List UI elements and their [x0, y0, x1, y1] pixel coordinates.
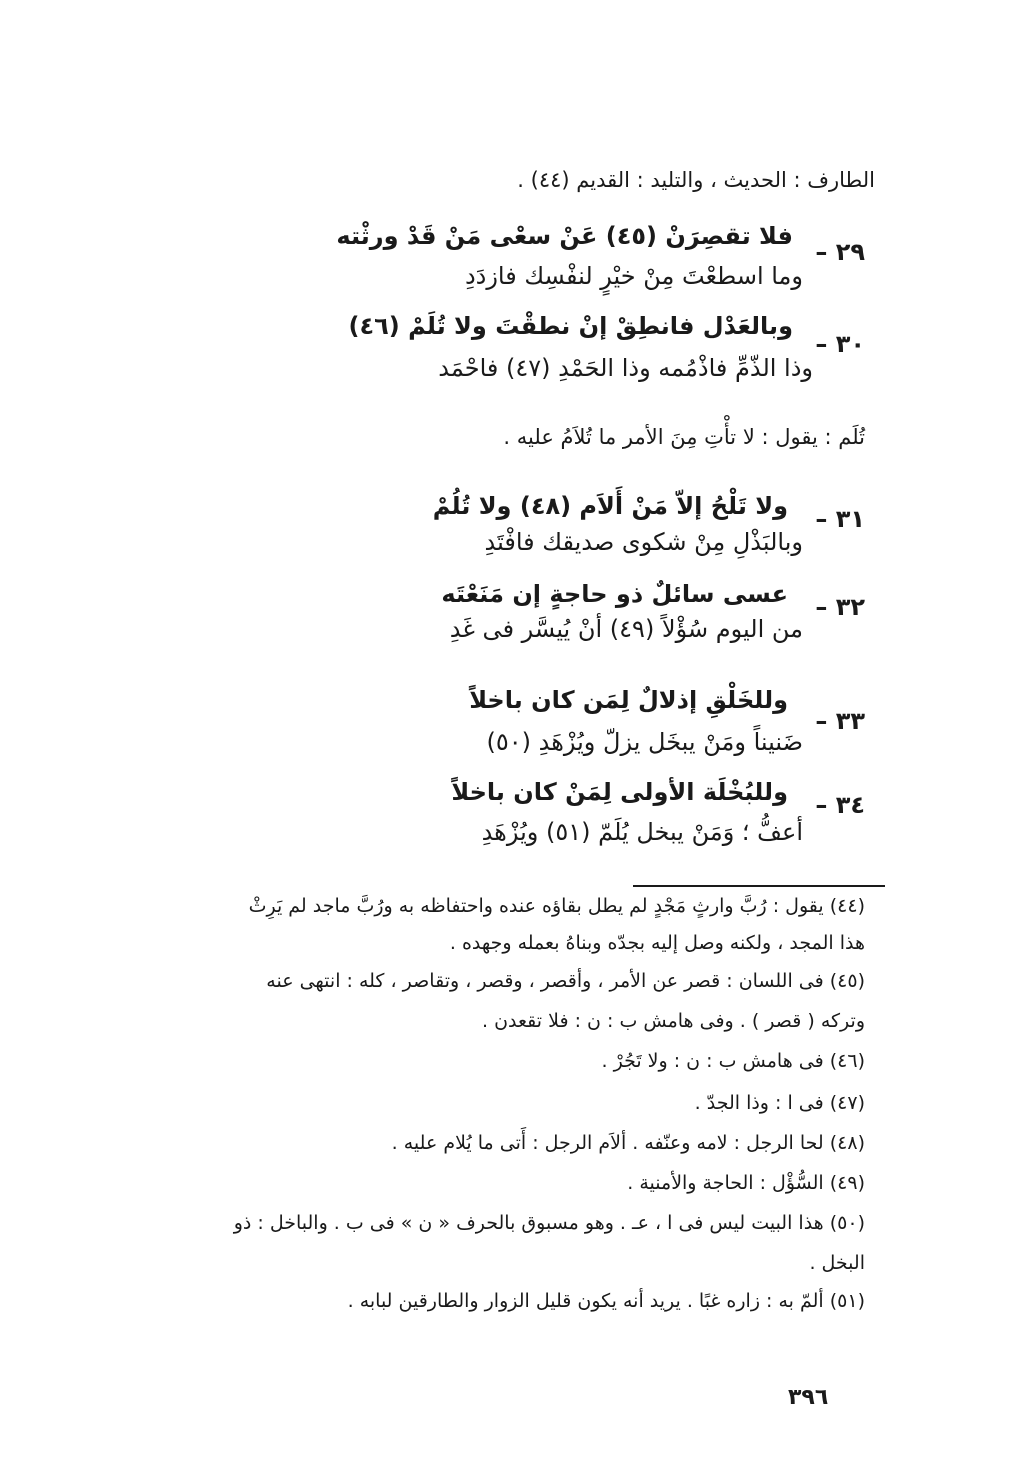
footnote-45-continued: وتركه ( قصر ) . وفى هامش ب : ن : فلا تقعدن . [482, 1010, 865, 1032]
verse-hemistich-second: وذا الذّمِّ فاذْمُمه وذا الحَمْدِ (٤٧) فاحْمَد [438, 354, 813, 382]
verse-hemistich-first: وبالعَدْل فانطِقْ إنْ نطقْتَ ولا تُلَمْ (٤٦) [348, 312, 793, 340]
footnote-46: (٤٦) فى هامش ب : ن : ولا تَجُرْ . [601, 1050, 865, 1072]
footnote-44-continued: هذا المجد ، ولكنه وصل إليه بجدّه وبناهُ بعمله وجهده . [449, 932, 865, 954]
footnote-44: (٤٤) يقول : رُبَّ وارثٍ مَجْدٍ لم يطل بقاؤه عنده واحتفاظه به ورُبَّ ماجد لم يَرِثْ [248, 895, 865, 917]
verse-hemistich-second: ضَنيناً ومَنْ يبخَل يزلّ ويُزْهَدِ (٥٠) [486, 728, 803, 756]
verse-number: ٣٢ – [815, 593, 865, 621]
verse-hemistich-second: وما اسطعْتَ مِنْ خيْرٍ لنفْسِك فازدَدِ [464, 262, 803, 290]
verse-number: ٣٠ – [815, 330, 865, 358]
verse-hemistich-first: فلا تقصِرَنْ (٤٥) عَنْ سعْى مَنْ قَدْ ورثْته [336, 222, 793, 250]
footnote-50-continued: البخل . [809, 1252, 865, 1274]
verse-hemistich-first: وللبُخْلَة الأولى لِمَنْ كان باخلاً [451, 778, 788, 806]
footnote-48: (٤٨) لحا الرجل : لامه وعنّفه . ألاَم الرجل : أَتى ما يُلام عليه . [391, 1132, 865, 1154]
verse-hemistich-first: ولا تَلْحُ إلاّ مَنْ أَلاَم (٤٨) ولا تُلُمْ [432, 492, 788, 520]
verse-number: ٢٩ – [815, 238, 865, 266]
intro-line: الطارف : الحديث ، والتليد : القديم (٤٤) . [517, 168, 875, 192]
verse-hemistich-first: عسى سائلٌ ذو حاجةٍ إن مَنَعْتَه [441, 580, 788, 608]
page-number: ٣٩٦ [788, 1385, 829, 1410]
verse-hemistich-second: أعفُّ ؛ وَمَنْ يبخل يُلَمّ (٥١) ويُزْهَدِ [481, 818, 803, 846]
verse-number: ٣٣ – [815, 707, 865, 735]
footnote-49: (٤٩) السُّؤْل : الحاجة والأمنية . [627, 1172, 865, 1194]
verse-hemistich-second: وبالبَذْلِ مِنْ شكوى صديقك فافْتَدِ [484, 528, 803, 556]
commentary-line: تُلَم : يقول : لا تأْتِ مِنَ الأمر ما تُلاَمُ عليه . [503, 425, 865, 449]
footnote-47: (٤٧) فى ا : وذا الجدّ . [694, 1092, 865, 1114]
footnote-45: (٤٥) فى اللسان : قصر عن الأمر ، وأقصر ، وقصر ، وتقاصر ، كله : انتهى عنه [266, 970, 865, 992]
verse-hemistich-first: وللخَلْقِ إذلالٌ لِمَن كان باخلاً [469, 686, 788, 714]
verse-number: ٣٤ – [815, 791, 865, 819]
footnote-51: (٥١) ألمّ به : زاره غبًا . يريد أنه يكون قليل الزوار والطارقين لبابه . [347, 1290, 865, 1312]
footnote-separator [633, 885, 885, 887]
verse-number: ٣١ – [815, 505, 865, 533]
footnote-50: (٥٠) هذا البيت ليس فى ا ، عـ . وهو مسبوق بالحرف « ن » فى ب . والباخل : ذو [233, 1212, 865, 1234]
verse-hemistich-second: من اليوم سُؤْلاً (٤٩) أنْ يُيسَّر فى غَدِ [449, 615, 803, 643]
